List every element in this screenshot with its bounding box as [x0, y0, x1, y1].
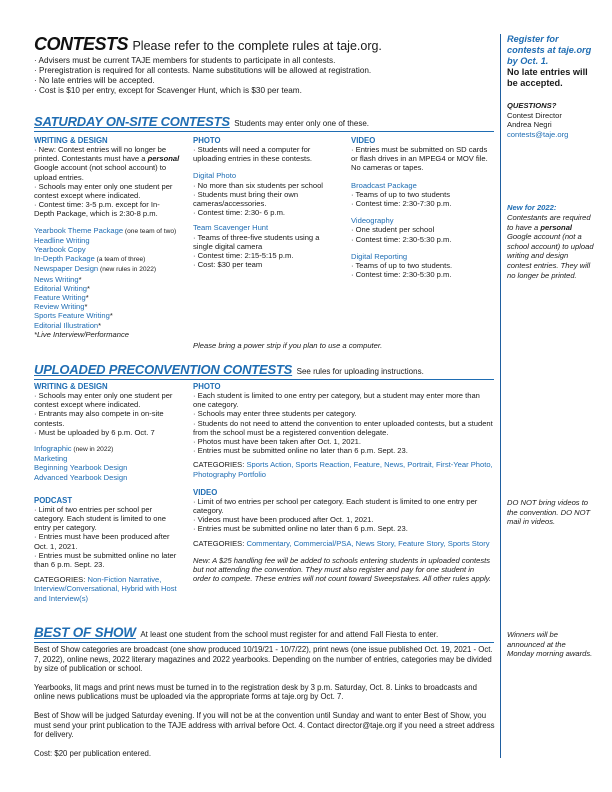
- videography-title: Videography: [351, 216, 394, 226]
- rule-text: · Cost: $30 per team: [193, 260, 263, 270]
- saturday-subtitle: Students may enter only one of these.: [234, 119, 369, 128]
- category-item: Editorial Writing*: [34, 283, 91, 293]
- contests-header: [34, 34, 494, 55]
- live-interview-footnote: *Live Interview/Performance: [34, 329, 129, 339]
- questions-label: QUESTIONS?: [507, 101, 557, 110]
- rule-text: · Students do not need to attend the convention to enter uploaded contests, but a student from the school must be a registered convention delegate.: [193, 418, 493, 437]
- broadcast-package-title: Broadcast Package: [351, 180, 417, 190]
- video-note: DO NOT bring videos to the convention. DO NOT mail in videos.: [507, 498, 591, 527]
- best-of-show-header: [34, 624, 494, 643]
- rule-text: · Teams of up to two students.: [351, 261, 453, 271]
- rule-text: · Students will need a computer for uploading entries in these contests.: [193, 145, 313, 164]
- best-paragraph: Yearbooks, lit mags and print news must be turned in to the registration desk by 3 p.m. Saturday, Oct. 8. Links to broadcasts and online news publications must be uploaded via the appropriate forms at taje.org by Oct. 7.: [34, 682, 477, 702]
- podcast-head: PODCAST: [34, 495, 73, 505]
- rule-text: · Entries must have been produced after Oct. 1, 2021.: [34, 532, 170, 551]
- category-item: Yearbook Copy: [34, 245, 86, 255]
- uploaded-right-column: [193, 382, 493, 583]
- handling-fee-note: New: A $25 handling fee will be added to schools entering students in uploaded contests but not attending the convention. They must also register and pay for one student in order to compete. These entries will not count toward Sweepstakes. All other rules apply.: [193, 555, 491, 584]
- rule-text: · Entrants may also compete in on-site contests.: [34, 409, 164, 428]
- category-item: Newspaper Design (new rules in 2022): [34, 264, 157, 274]
- rule-text: · Schools may enter three students per category.: [193, 409, 357, 419]
- rule-text: · Must be uploaded by 6 p.m. Oct. 7: [34, 427, 155, 437]
- saturday-writing-head: WRITING & DESIGN: [34, 136, 108, 145]
- saturday-writing-column: [34, 136, 180, 339]
- rule-text: · Entries must be submitted online no later than 6 p.m. Sept. 23.: [193, 524, 408, 534]
- category-item: Editorial Illustration*: [34, 320, 102, 330]
- saturday-photo-head: PHOTO: [193, 136, 221, 145]
- saturday-header: [34, 113, 494, 132]
- winners-note: Winners will be announced at the Monday morning awards.: [507, 630, 593, 659]
- rule-text: Google account (not school account) to upload entries.: [34, 163, 167, 182]
- power-strip-note: Please bring a power strip if you plan to use a computer.: [193, 341, 383, 350]
- saturday-photo-column: [193, 136, 341, 269]
- contact-email[interactable]: contests@taje.org: [507, 129, 569, 139]
- best-of-show-subtitle: At least one student from the school must register for and attend Fall Fiesta to enter.: [140, 630, 439, 639]
- rule-text: · Schools may enter only one student per contest except where indicated.: [34, 391, 173, 410]
- category-item: Sports Feature Writing*: [34, 311, 113, 321]
- category-item: Headline Writing: [34, 235, 90, 245]
- rule-text: · Videos must have been produced after Oct. 1, 2021.: [193, 515, 374, 525]
- category-item: Feature Writing*: [34, 293, 89, 303]
- rule-text: · Contest time: 2:30-7:30 p.m.: [351, 199, 452, 209]
- rule-item: · Preregistration is required for all contests. Name substitutions will be allowed at registration.: [34, 66, 372, 75]
- best-of-show-body: [34, 645, 496, 758]
- rule-text: · Contest time: 3-5 p.m. except for In-Depth Package, which is 2:30-8 p.m.: [34, 200, 160, 219]
- contests-title: CONTESTS: [34, 34, 129, 54]
- sidebar: [500, 34, 594, 758]
- rule-text: · Entries must be submitted online no later than 6 p.m. Sept. 23.: [34, 550, 177, 570]
- rule-text: · No more than six students per school: [193, 180, 323, 190]
- category-item: Marketing: [34, 454, 68, 464]
- saturday-writing-rules: [34, 145, 180, 219]
- uploaded-photo-head: PHOTO: [193, 382, 221, 391]
- main-content: [34, 34, 494, 96]
- rule-text: · Contest time: 2:15-5:15 p.m.: [193, 251, 294, 261]
- uploaded-title: UPLOADED PRECONVENTION CONTESTS: [34, 362, 293, 377]
- rule-text: · Entries must be submitted online no later than 6 p.m. Sept. 23.: [193, 446, 408, 456]
- best-paragraph: Cost: $20 per publication entered.: [34, 748, 152, 758]
- rule-text: · Schools may enter only one student per contest except where indicated.: [34, 181, 173, 201]
- contact-role: Contest Director: [507, 110, 562, 120]
- category-item: In-Depth Package (a team of three): [34, 254, 146, 264]
- category-item: Advanced Yearbook Design: [34, 472, 128, 482]
- rule-text: · Each student is limited to one entry per category, but a student may enter more than one category.: [193, 391, 480, 410]
- uploaded-left-column: [34, 382, 180, 603]
- rule-text: · One student per school: [351, 225, 435, 235]
- category-item: Yearbook Theme Package (one team of two): [34, 225, 177, 235]
- rule-item: · Cost is $10 per entry, except for Scavenger Hunt, which is $30 per team.: [34, 86, 302, 95]
- category-item: Review Writing*: [34, 302, 88, 312]
- uploaded-writing-categories: [34, 444, 180, 482]
- best-paragraph: Best of Show categories are broadcast (one show produced 10/19/21 - 10/7/22), print news (one issue published Oct. 19, 2021 - Oct. 7, 2022), online news, 2022 literary magazines and 2022 yearbooks. Depending on the number of entries, categories may be divided by size of publication or school.: [34, 645, 493, 674]
- category-item: News Writing*: [34, 274, 82, 284]
- rule-text: · New: Contest entries will no longer be printed. Contestants must have a: [34, 145, 167, 164]
- rule-text: · Teams of up to two students: [351, 189, 451, 199]
- category-item: Beginning Yearbook Design: [34, 463, 128, 473]
- uploaded-writing-head: WRITING & DESIGN: [34, 382, 108, 391]
- saturday-title: SATURDAY ON-SITE CONTESTS: [34, 114, 230, 129]
- uploaded-video-head: VIDEO: [193, 487, 218, 497]
- contests-rules: [34, 56, 494, 96]
- rule-text: · Teams of three-five students using a single digital camera: [193, 232, 320, 251]
- category-item: Infographic (new in 2022): [34, 444, 114, 454]
- saturday-video-head: VIDEO: [351, 136, 376, 145]
- rule-item: · Advisers must be current TAJE members for students to participate in all contests.: [34, 56, 336, 65]
- photo-categories: CATEGORIES: Sports Action, Sports Reaction, Feature, News, Portrait, First-Year Photo, Photography Portfolio: [193, 460, 493, 479]
- digital-photo-title: Digital Photo: [193, 171, 237, 181]
- uploaded-subtitle: See rules for uploading instructions.: [296, 367, 424, 376]
- rule-text: · Photos must have been taken after Oct. 1, 2021.: [193, 437, 362, 447]
- rule-text: · Students must bring their own cameras/accessories.: [193, 189, 299, 209]
- no-late-note: No late entries will be accepted.: [507, 67, 588, 88]
- contact-name: Andrea Negri: [507, 120, 552, 130]
- rule-text: · Limit of two entries per school per category. Each student is limited to one entry per category.: [34, 504, 166, 533]
- rule-text: · Contest time: 2:30- 6 p.m.: [193, 208, 286, 218]
- rule-text: · Contest time: 2:30-5:30 p.m.: [351, 270, 452, 280]
- saturday-video-column: [351, 136, 491, 279]
- best-paragraph: Best of Show will be judged Saturday evening. If you will not be at the convention until Sunday and want to enter Best of Show, you must send your print publication to the TAJE address with arrival before Oct. 4. Contact director@taje.org if you need a street address for delivery.: [34, 710, 495, 740]
- new-for-2022-head: New for 2022:: [507, 203, 557, 213]
- rule-item: · No late entries will be accepted.: [34, 76, 155, 85]
- register-note: Register for contests at taje.org by Oct. 1.: [507, 34, 592, 66]
- video-categories: CATEGORIES: Commentary, Commercial/PSA, News Story, Feature Story, Sports Story: [193, 538, 490, 548]
- rule-text: · Entries must be submitted on SD cards or flash drives in an MPEG4 or MOV file. No cameras or tapes.: [351, 145, 488, 173]
- best-of-show-title: BEST OF SHOW: [34, 625, 136, 640]
- rule-text: · Limit of two entries per school per category. Each student is limited to one entry per category.: [193, 496, 478, 516]
- scavenger-hunt-title: Team Scavenger Hunt: [193, 223, 269, 233]
- saturday-writing-categories: [34, 226, 180, 339]
- rule-emphasis: personal: [147, 154, 180, 164]
- digital-reporting-title: Digital Reporting: [351, 251, 408, 261]
- rule-text: · Contest time: 2:30-5:30 p.m.: [351, 234, 452, 244]
- new-for-2022-text: Contestants are required to have a personal Google account (not a school account) to upload writing and design contest entries. They will no longer be printed.: [507, 212, 594, 280]
- contests-subtitle: Please refer to the complete rules at taje.org.: [132, 39, 382, 53]
- podcast-categories: CATEGORIES: Non-Fiction Narrative, Interview/Conversational, Hybrid with Host and Interview(s): [34, 575, 177, 603]
- uploaded-header: [34, 361, 494, 380]
